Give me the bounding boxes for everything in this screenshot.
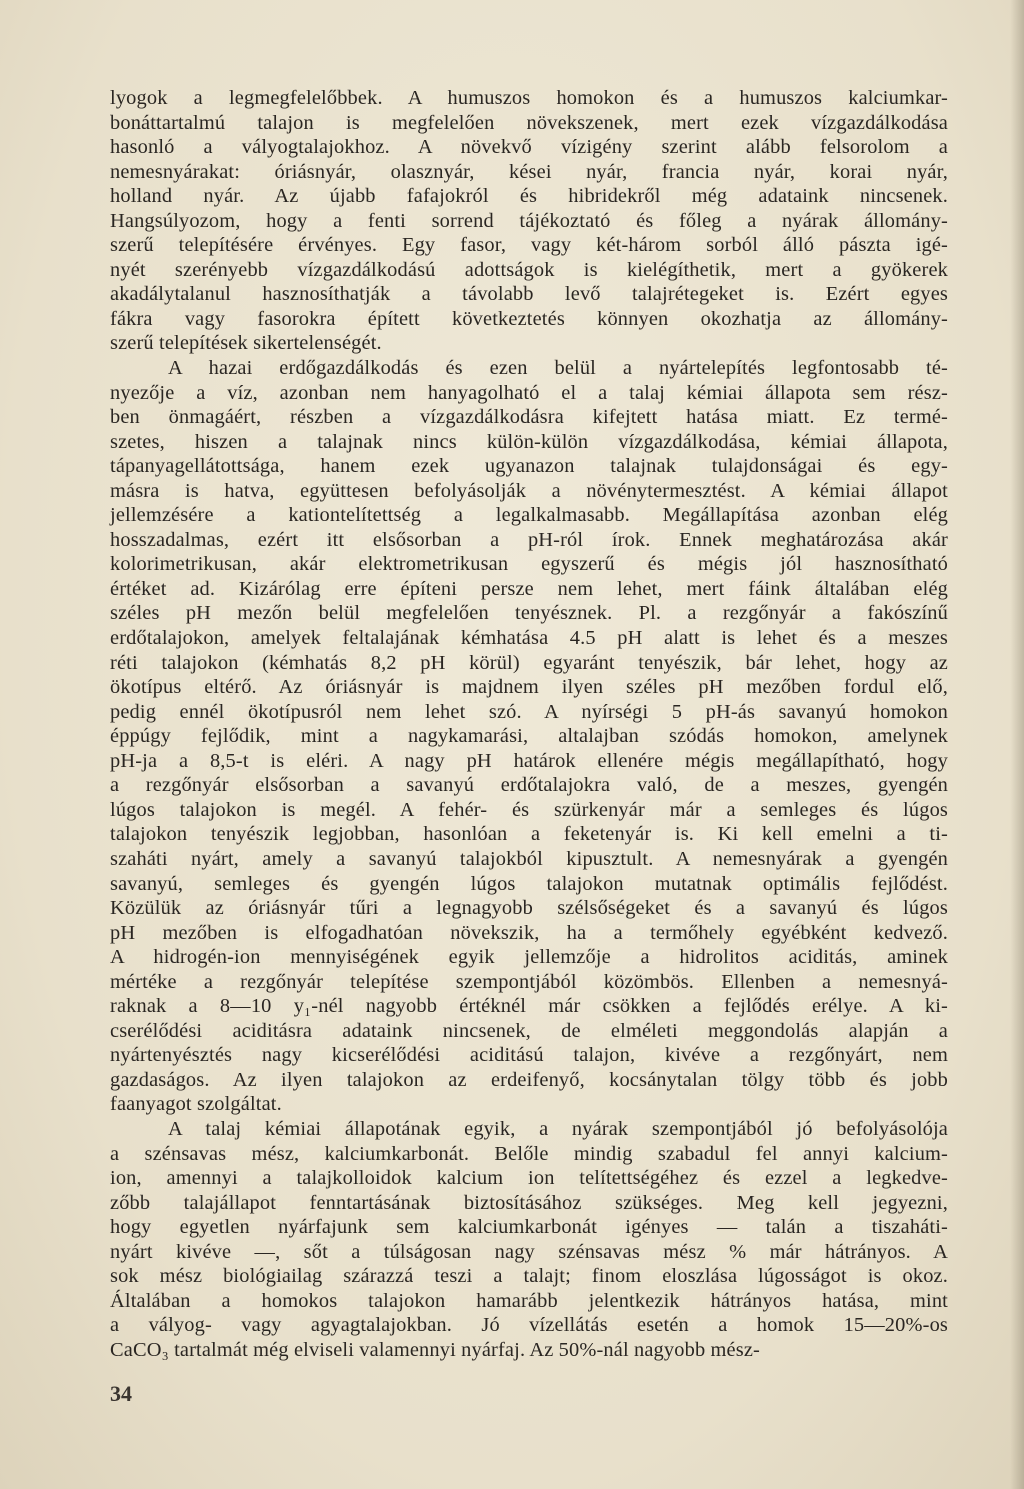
text-line: szetes, hiszen a talajnak nincs külön-külön vízgazdálkodása, kémiai állapota, — [110, 430, 948, 453]
text-line: lúgos talajokon is megél. A fehér- és szürkenyár már a semleges és lúgos — [110, 798, 948, 821]
text-line: A hazai erdőgazdálkodás és ezen belül a nyártelepítés legfontosabb té- — [168, 357, 948, 380]
text-line: lyogok a legmegfelelőbbek. A humuszos homokon és a humuszos kalciumkar- — [110, 87, 948, 109]
text-line: A hidrogén-ion mennyiségének egyik jellemzője a hidrolitos aciditás, aminek — [110, 946, 948, 969]
text-line: zőbb talajállapot fenntartásának biztosításához szükséges. Meg kell jegyezni, — [110, 1191, 948, 1214]
text-line: ben önmagáért, részben a vízgazdálkodásra kifejtett hatása miatt. Ez termé- — [110, 406, 948, 429]
text-line: akadálytalanul hasznosíthatják a távolabb levő talajrétegeket is. Ezért egyes — [110, 283, 948, 306]
text-line: a rezgőnyár elsősorban a savanyú erdőtalajokra való, de a meszes, gyengén — [110, 774, 948, 797]
text-line: a szénsavas mész, kalciumkarbonát. Belőle mindig szabadul fel annyi kalcium- — [110, 1142, 948, 1165]
text-line: Általában a homokos talajokon hamarább jelentkezik hátrányos hatása, mint — [110, 1289, 948, 1312]
text-line: pedig ennél ökotípusról nem lehet szó. A nyírségi 5 pH-ás savanyú homokon — [110, 700, 948, 723]
text-line: Hangsúlyozom, hogy a fenti sorrend tájékoztató és főleg a nyárak állomány- — [110, 209, 948, 232]
text-line: nyezője a víz, azonban nem hanyagolható el a talaj kémiai állapota sem rész- — [110, 381, 948, 404]
text-line: nemesnyárakat: óriásnyár, olasznyár, kései nyár, francia nyár, korai nyár, — [110, 160, 948, 183]
text-line: tápanyagellátottsága, hanem ezek ugyanazon talajnak tulajdonságai és egy- — [110, 455, 948, 478]
text-line: bonáttartalmú talajon is megfelelően növekszenek, mert ezek vízgazdálkodása — [110, 111, 948, 134]
text-line: mértéke a rezgőnyár telepítése szempontjából közömbös. Ellenben a nemesnyá- — [110, 970, 948, 993]
text-line: szaháti nyárt, amely a savanyú talajokból kipusztult. A nemesnyárak a gyengén — [110, 847, 948, 870]
text-line: szerű telepítésére érvényes. Egy fasor, vagy két-három sorból álló pászta igé- — [110, 234, 948, 257]
text-line: nyárt kivéve —, sőt a túlságosan nagy szénsavas mész % már hátrányos. A — [110, 1240, 948, 1263]
text-line: széles pH mezőn belül megfelelően tenyésznek. Pl. a rezgőnyár a fakószínű — [110, 602, 948, 625]
text-line: nyét szerényebb vízgazdálkodású adottságok is kielégíthetik, mert a gyökerek — [110, 258, 948, 281]
page-number: 34 — [110, 1381, 132, 1406]
text-line: kolorimetrikusan, akár elektrometrikusan egyszerű és mégis jól hasznosítható — [110, 553, 948, 576]
text-line: sok mész biológiailag szárazzá teszi a talajt; finom eloszlása lúgosságot is okoz. — [110, 1265, 948, 1288]
text-line: hosszadalmas, ezért itt elsősorban a pH-ról írok. Ennek meghatározása akár — [110, 528, 948, 551]
text-line: másra is hatva, együttesen befolyásolják a növénytermesztést. A kémiai állapot — [110, 479, 948, 502]
text-line: cserélődési aciditásra adataink nincsenek, de elméleti meggondolás alapján a — [110, 1019, 948, 1042]
text-line: Közülük az óriásnyár tűri a legnagyobb szélsőségeket és a savanyú és lúgos — [110, 897, 948, 920]
text-line: pH mezőben is elfogadhatóan növekszik, ha a termőhely egyébként kedvező. — [110, 921, 948, 944]
text-line: savanyú, semleges és gyengén lúgos talajokon mutatnak optimális fejlődést. — [110, 872, 948, 895]
text-line: réti talajokon (kémhatás 8,2 pH körül) egyaránt tenyészik, bár lehet, hogy az — [110, 651, 948, 674]
text-line: ökotípus eltérő. Az óriásnyár is majdnem ilyen széles pH mezőben fordul elő, — [110, 676, 948, 699]
text-line: talajokon tenyészik legjobban, hasonlóan a feketenyár is. Ki kell emelni a ti- — [110, 823, 948, 846]
text-line: raknak a 8—10 y₁-nél nagyobb értéknél már csökken a fejlődés erélye. A ki- — [110, 995, 948, 1018]
text-line: jellemzésére a kationtelítettség a legalkalmasabb. Megállapítása azonban elég — [110, 504, 948, 527]
text-line: pH-ja a 8,5-t is eléri. A nagy pH határok ellenére mégis megállapítható, hogy — [110, 749, 948, 772]
text-line: ion, amennyi a talajkolloidok kalcium ion telítettségéhez és ezzel a legkedve- — [110, 1167, 948, 1190]
body-text — [110, 86, 948, 1362]
text-line: erdőtalajokon, amelyek feltalajának kémhatása 4.5 pH alatt is lehet és a meszes — [110, 627, 948, 650]
text-line: nyártenyésztés nagy kicserélődési aciditású talajon, kivéve a rezgőnyárt, nem — [110, 1044, 948, 1067]
text-line: hasonló a vályogtalajokhoz. A növekvő vízigény szerint alább felsorolom a — [110, 136, 948, 159]
text-line: hogy egyetlen nyárfajunk sem kalciumkarbonát igényes — talán a tiszaháti- — [110, 1216, 948, 1239]
text-line: értéket ad. Kizárólag erre építeni persze nem lehet, mert fáink általában elég — [110, 577, 948, 600]
text-line: fákra vagy fasorokra épített következtetés könnyen okozhatja az állomány- — [110, 307, 948, 330]
text-line: gazdaságos. Az ilyen talajokon az erdeifenyő, kocsánytalan tölgy több és jobb — [110, 1068, 948, 1091]
text-line: faanyagot szolgáltat. — [110, 1093, 282, 1116]
text-line: CaCO₃ tartalmát még elviseli valamennyi nyárfaj. Az 50%-nál nagyobb mész- — [110, 1338, 760, 1361]
text-line: éppúgy fejlődik, mint a nagykamarási, altalajban szódás homokon, amelynek — [110, 725, 948, 748]
text-line: szerű telepítések sikertelenségét. — [110, 332, 382, 355]
text-line: A talaj kémiai állapotának egyik, a nyárak szempontjából jó befolyásolója — [168, 1117, 948, 1140]
text-line: holland nyár. Az újabb fafajokról és hibridekről még adataink nincsenek. — [110, 185, 948, 208]
text-line: a vályog- vagy agyagtalajokban. Jó vízellátás esetén a homok 15—20%-os — [110, 1314, 948, 1337]
page-edge-shadow — [1010, 0, 1024, 1489]
